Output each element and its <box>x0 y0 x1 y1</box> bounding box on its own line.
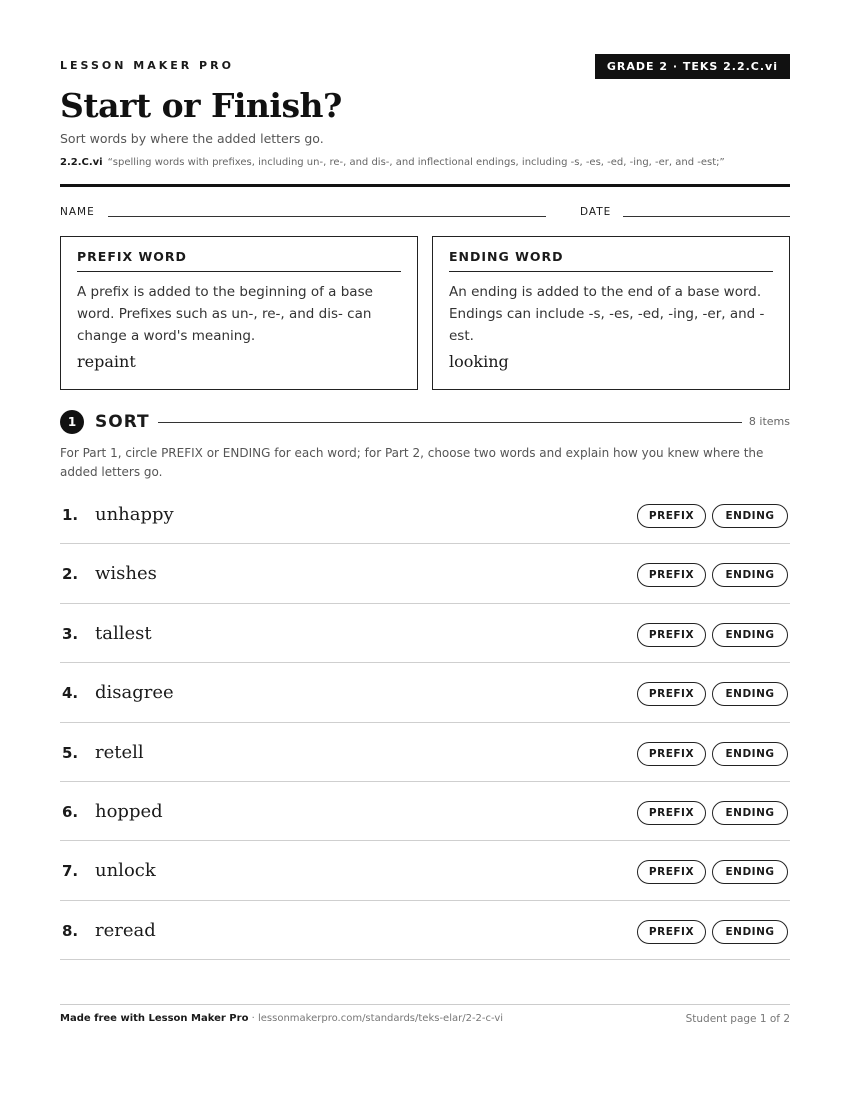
item-word: unlock <box>95 860 156 882</box>
prefix-choice-button[interactable]: PREFIX <box>637 801 706 825</box>
list-item <box>60 901 790 960</box>
list-item <box>60 604 790 663</box>
prefix-choice-button[interactable]: PREFIX <box>637 623 706 647</box>
ending-choice-button[interactable]: ENDING <box>712 920 788 944</box>
ending-choice-button[interactable]: ENDING <box>712 801 788 825</box>
prefix-choice-button[interactable]: PREFIX <box>637 742 706 766</box>
standard-line <box>60 157 725 168</box>
grade-badge: GRADE 2 · TEKS 2.2.C.vi <box>595 54 790 79</box>
section-title: SORT <box>95 412 150 432</box>
prefix-example-word: repaint <box>77 352 136 371</box>
footer-page-number: Student page 1 of 2 <box>685 1013 790 1025</box>
footer-credit <box>60 1013 503 1024</box>
item-number: 8. <box>62 921 79 940</box>
prefix-choice-button[interactable]: PREFIX <box>637 920 706 944</box>
item-number: 2. <box>62 565 79 584</box>
page-subtitle: Sort words by where the added letters go. <box>60 131 324 146</box>
ending-choice-button[interactable]: ENDING <box>712 860 788 884</box>
page-title: Start or Finish? <box>60 86 342 125</box>
ending-choice-button[interactable]: ENDING <box>712 682 788 706</box>
section-number-badge: 1 <box>60 410 84 434</box>
ending-choice-button[interactable]: ENDING <box>712 742 788 766</box>
item-word: tallest <box>95 622 152 644</box>
header-divider <box>60 184 790 187</box>
prefix-definition-heading: PREFIX WORD <box>77 249 401 272</box>
prefix-choice-button[interactable]: PREFIX <box>637 860 706 884</box>
item-word: retell <box>95 741 144 763</box>
footer-made-with: Made free with Lesson Maker Pro <box>60 1013 249 1024</box>
list-item <box>60 663 790 722</box>
list-item <box>60 723 790 782</box>
name-label: NAME <box>60 206 95 218</box>
prefix-choice-button[interactable]: PREFIX <box>637 682 706 706</box>
standard-text: “spelling words with prefixes, including un-, re-, and dis-, and inflectional endings, including -s, -es, -ed, -ing, -er, and -est;” <box>107 157 725 168</box>
item-word: hopped <box>95 800 163 822</box>
ending-definition-heading: ENDING WORD <box>449 249 773 272</box>
ending-choice-button[interactable]: ENDING <box>712 504 788 528</box>
date-field[interactable] <box>623 216 790 217</box>
footer-divider <box>60 1004 790 1005</box>
item-number: 5. <box>62 743 79 762</box>
brand-name: LESSON MAKER PRO <box>60 59 234 72</box>
item-word: reread <box>95 919 156 941</box>
ending-example-word: looking <box>449 352 509 371</box>
item-number: 6. <box>62 802 79 821</box>
name-date-row <box>60 204 790 220</box>
item-word: wishes <box>95 563 157 585</box>
section-instructions: For Part 1, circle PREFIX or ENDING for each word; for Part 2, choose two words and explain how you knew where the added letters go. <box>60 446 764 479</box>
item-word: disagree <box>95 682 174 704</box>
ending-definition-box <box>432 236 790 390</box>
list-item <box>60 485 790 544</box>
list-item <box>60 782 790 841</box>
worksheet-page <box>60 0 790 1100</box>
item-word: unhappy <box>95 504 174 525</box>
sort-section-header <box>60 410 790 434</box>
prefix-definition-box <box>60 236 418 390</box>
date-label: DATE <box>580 206 612 218</box>
prefix-definition-text: A prefix is added to the beginning of a base word. Prefixes such as un-, re-, and dis- can change a word's meaning. <box>77 284 373 344</box>
top-bar <box>60 54 790 80</box>
name-field[interactable] <box>108 216 546 217</box>
ending-definition-text: An ending is added to the end of a base word. Endings can include -s, -es, -ed, -ing, -er, and -est. <box>449 284 765 344</box>
list-item <box>60 841 790 900</box>
item-number: 7. <box>62 862 79 881</box>
ending-choice-button[interactable]: ENDING <box>712 623 788 647</box>
item-number: 3. <box>62 624 79 643</box>
word-list <box>60 485 790 960</box>
list-item <box>60 544 790 603</box>
item-number: 1. <box>62 506 79 524</box>
item-number: 4. <box>62 684 79 703</box>
prefix-choice-button[interactable]: PREFIX <box>637 504 706 528</box>
section-divider <box>158 422 742 423</box>
footer-url[interactable]: · lessonmakerpro.com/standards/teks-elar/2-2-c-vi <box>248 1013 504 1024</box>
item-count: 8 items <box>748 415 790 428</box>
ending-choice-button[interactable]: ENDING <box>712 563 788 587</box>
prefix-choice-button[interactable]: PREFIX <box>637 563 706 587</box>
standard-code: 2.2.C.vi <box>60 157 103 168</box>
